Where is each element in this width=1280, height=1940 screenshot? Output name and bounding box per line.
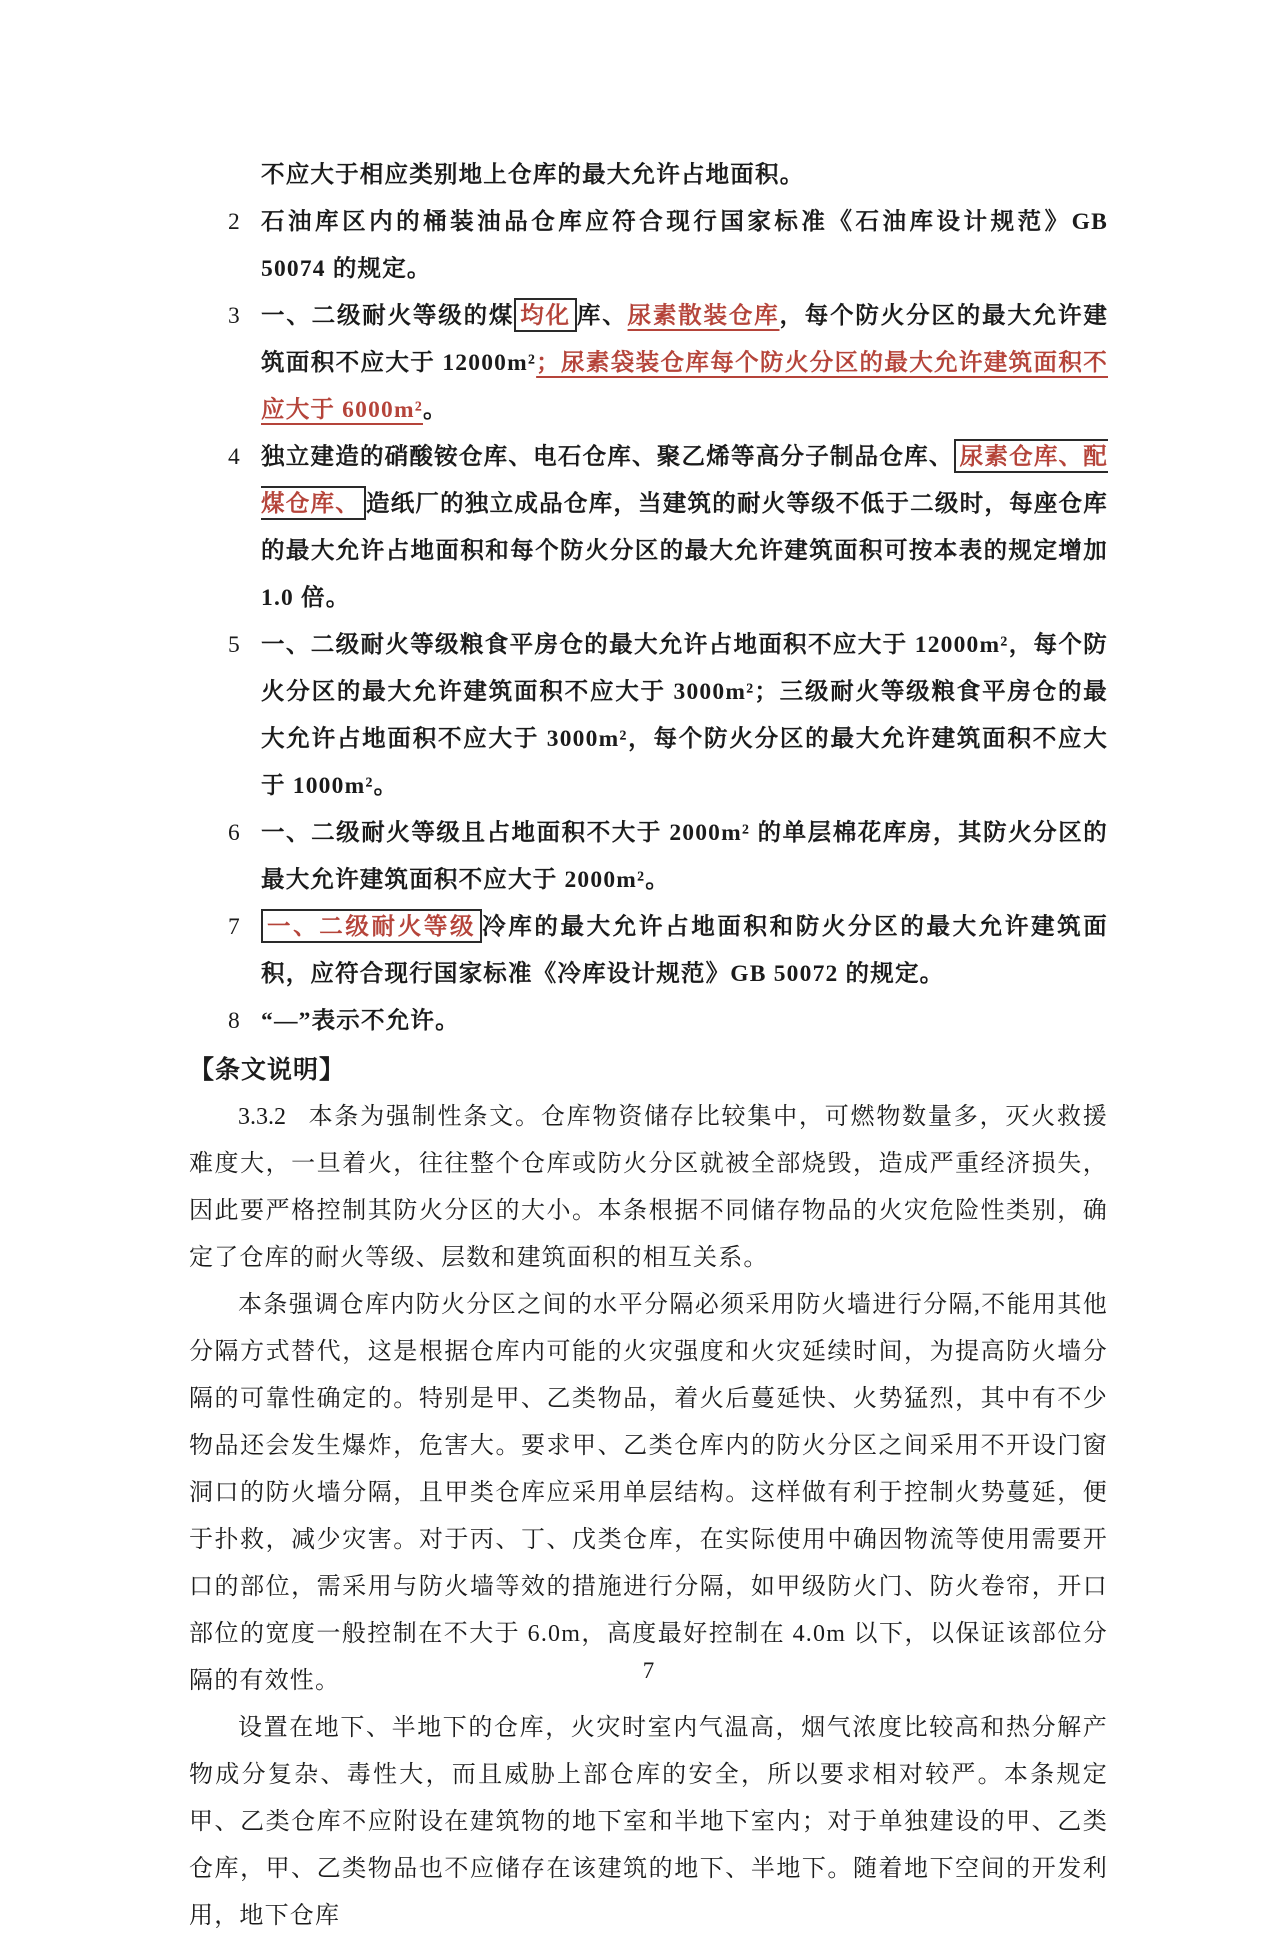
clause-number: 3.3.2 bbox=[238, 1104, 286, 1130]
notes-list bbox=[189, 199, 1116, 1045]
note-1-continuation-text: 不应大于相应类别地上仓库的最大允许占地面积。 bbox=[261, 162, 805, 188]
note-item-4 bbox=[189, 434, 1116, 622]
explanation-paragraph-2: 本条强调仓库内防火分区之间的水平分隔必须采用防火墙进行分隔,不能用其他分隔方式替代，这是根据仓库内可能的火灾强度和火灾延续时间，为提高防火墙分隔的可靠性确定的。特别是甲、乙类物品，着火后蔓延快、火势猛烈，其中有不少物品还会发生爆炸，危害大。要求甲、乙类仓库内的防火分区之间采用不开设门窗洞口的防火墙分隔，且甲类仓库应采用单层结构。这样做有利于控制火势蔓延，便于扑救，减少灾害。对于丙、丁、戊类仓库，在实际使用中确因物流等使用需要开口的部位，需采用与防火墙等效的措施进行分隔，如甲级防火门、防火卷帘，开口部位的宽度一般控制在不大于 6.0m，高度最好控制在 4.0m 以下，以保证该部位分隔的有效性。 bbox=[189, 1292, 1108, 1694]
note-number: 7 bbox=[228, 914, 240, 940]
note-text: 造纸厂的独立成品仓库，当建筑的耐火等级不低于二级时，每座仓库的最大允许占地面积和每个防火分区的最大允许建筑面积可按本表的规定增加 1.0 倍。 bbox=[261, 491, 1116, 611]
note-text: “—”表示不允许。 bbox=[261, 1008, 460, 1034]
note-number: 8 bbox=[228, 1008, 240, 1034]
note-item-6 bbox=[189, 810, 1108, 904]
note-text: 冷库的最大允许占地面积和防火分区的最大允许建筑面积，应符合现行国家标准《冷库设计规范》GB 50072 的规定。 bbox=[261, 914, 1108, 987]
note-number: 5 bbox=[228, 632, 240, 658]
note-number: 4 bbox=[228, 444, 240, 470]
note-number: 6 bbox=[228, 820, 240, 846]
note-text: 一、二级耐火等级的煤 bbox=[261, 303, 515, 329]
note-text: 。 bbox=[423, 397, 448, 423]
page-number: 7 bbox=[642, 1658, 655, 1683]
note-text: 一、二级耐火等级且占地面积不大于 2000m² 的单层棉花库房，其防火分区的最大允许建筑面积不应大于 2000m²。 bbox=[261, 820, 1108, 893]
note-item-5 bbox=[189, 622, 1108, 810]
explanation-paragraphs bbox=[189, 1094, 1108, 1940]
explanation-paragraph-1: 3.3.2 本条为强制性条文。仓库物资储存比较集中，可燃物数量多，灭火救援难度大，一旦着火，往往整个仓库或防火分区就被全部烧毁，造成严重经济损失，因此要严格控制其防火分区的大小。本条根据不同储存物品的火灾危险性类别，确定了仓库的耐火等级、层数和建筑面积的相互关系。 bbox=[189, 1104, 1108, 1271]
revision-red-box: 尿素仓库、配煤仓库、 bbox=[261, 439, 1108, 520]
explanation-section-header: 【条文说明】 bbox=[189, 1057, 346, 1084]
note-text: 库、 bbox=[576, 303, 628, 329]
note-text: 独立建造的硝酸铵仓库、电石仓库、聚乙烯等高分子制品仓库、 bbox=[261, 444, 954, 470]
note-number: 3 bbox=[228, 303, 240, 329]
note-item-7 bbox=[189, 904, 1108, 998]
revision-red-underline: 尿素散装仓库 bbox=[627, 303, 780, 329]
revision-red-underline: ；尿素袋装仓库每个防火分区的最大允许建筑面积不应大于 6000m² bbox=[261, 350, 1108, 423]
note-item-3 bbox=[189, 293, 1108, 434]
note-text: 石油库区内的桶装油品仓库应符合现行国家标准《石油库设计规范》GB 50074 的规定。 bbox=[261, 209, 1116, 282]
revision-red-box: 均化 bbox=[514, 298, 577, 332]
note-text: ，每个防火分区的最大允许建筑面积不应大于 12000m² bbox=[261, 303, 1109, 376]
note-text: 一、二级耐火等级粮食平房仓的最大允许占地面积不应大于 12000m²，每个防火分区的最大允许建筑面积不应大于 3000m²；三级耐火等级粮食平房仓的最大允许占地面积不应大于 3000m²，每个防火分区的最大允许建筑面积不应大于 1000m²。 bbox=[261, 632, 1108, 799]
note-item-2 bbox=[189, 199, 1116, 293]
note-item-8 bbox=[189, 998, 1108, 1045]
revision-red-box: 一、二级耐火等级 bbox=[261, 909, 482, 943]
explanation-paragraph-3: 设置在地下、半地下的仓库，火灾时室内气温高，烟气浓度比较高和热分解产物成分复杂、毒性大，而且威胁上部仓库的安全，所以要求相对较严。本条规定甲、乙类仓库不应附设在建筑物的地下室和半地下室内；对于单独建设的甲、乙类仓库，甲、乙类物品也不应储存在该建筑的地下、半地下。随着地下空间的开发利用，地下仓库 bbox=[189, 1715, 1108, 1929]
note-number: 2 bbox=[228, 209, 240, 235]
